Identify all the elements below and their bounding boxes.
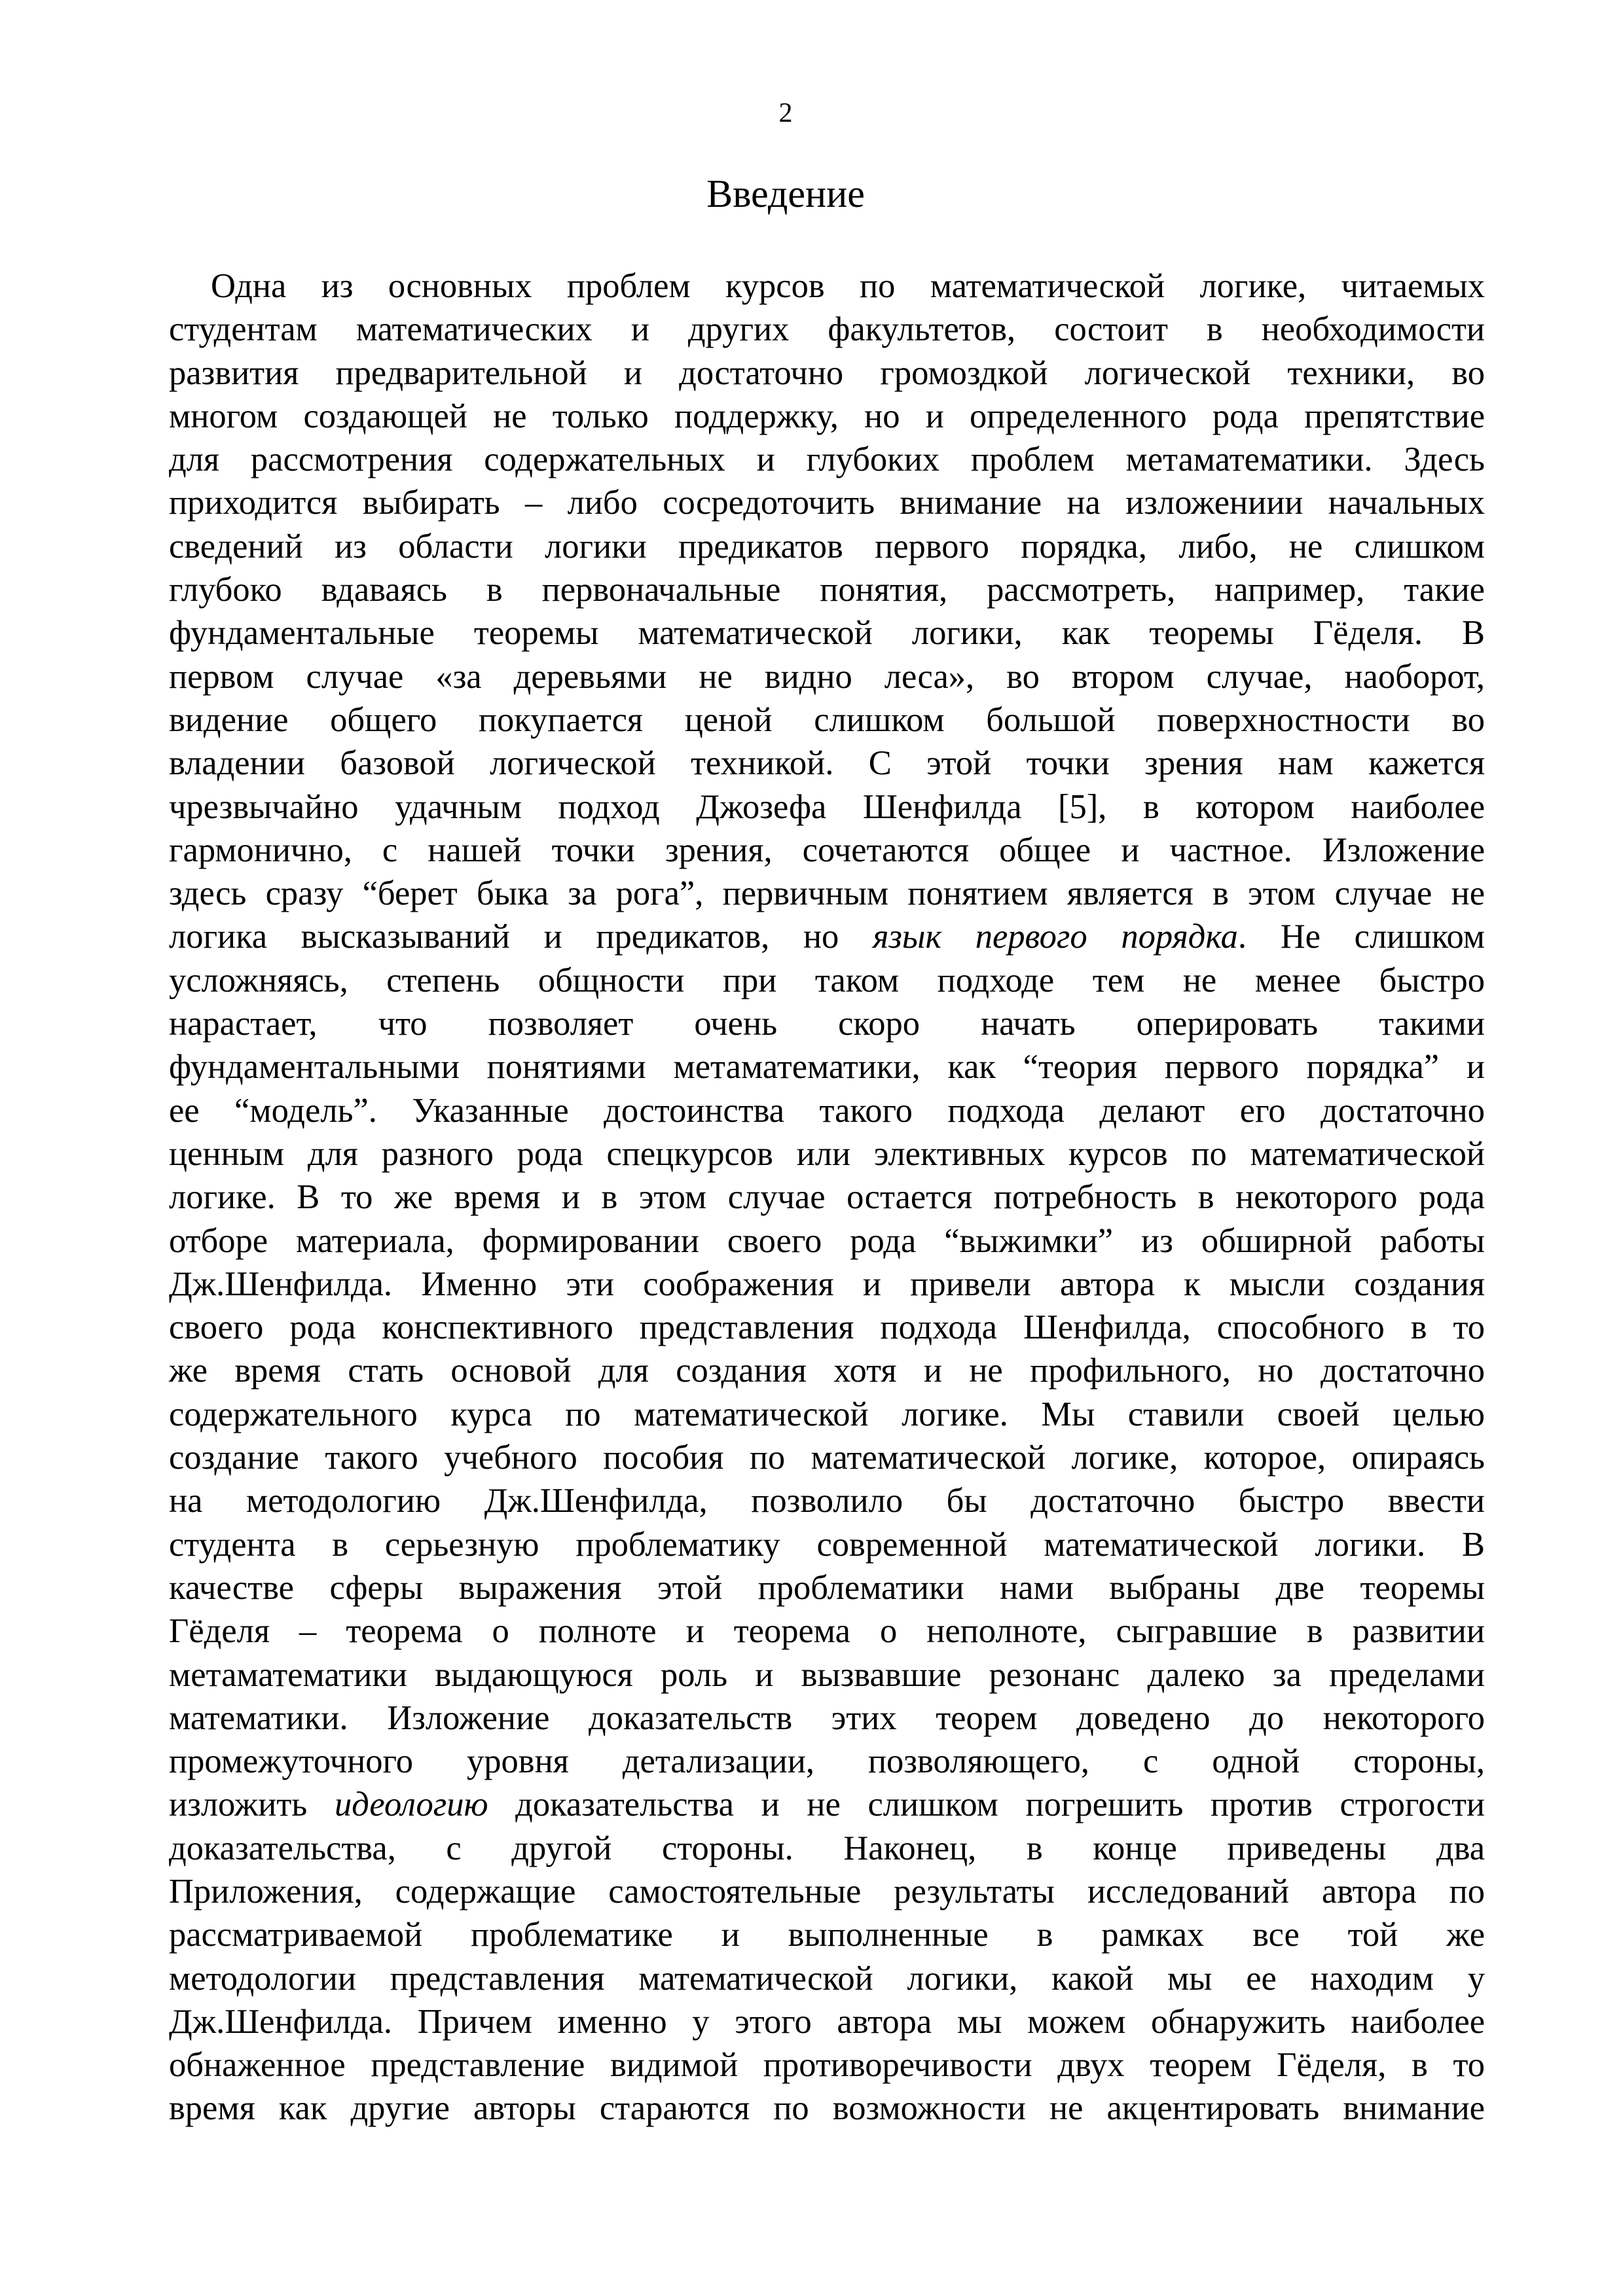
text-line — [169, 1740, 1485, 1783]
text-segment: сведений из области логики предикатов первого порядка, либо, не слишком — [169, 527, 1485, 565]
italic-term: идеологию — [334, 1785, 488, 1824]
text-segment: студента в серьезную проблематику современной математической логики. В — [169, 1525, 1485, 1564]
text-segment: качестве сферы выражения этой проблематики нами выбраны две теоремы — [169, 1568, 1485, 1607]
text-line — [169, 698, 1485, 742]
text-segment: время как другие авторы стараются по возможности не акцентировать внимание — [169, 2089, 1485, 2128]
text-segment: усложняясь, степень общности при таком подходе тем не менее быстро — [169, 961, 1485, 999]
text-line — [169, 1566, 1485, 1609]
text-line — [169, 2000, 1485, 2043]
text-segment: обнаженное представление видимой противоречивости двух теорем Гёделя, в то — [169, 2046, 1485, 2085]
text-segment: создание такого учебного пособия по математической логике, которое, опираясь — [169, 1439, 1485, 1477]
text-segment: первом случае «за деревьями не видно леса», во втором случае, наоборот, — [169, 657, 1485, 696]
text-line — [169, 742, 1485, 785]
text-segment: Дж.Шенфилда. Причем именно у этого автора мы можем обнаружить наиболее — [169, 2002, 1485, 2041]
text-line — [169, 829, 1485, 872]
text-segment: доказательства и не слишком погрешить против строгости — [488, 1785, 1485, 1824]
text-line — [169, 1827, 1485, 1870]
text-line — [169, 264, 1485, 308]
text-line — [169, 481, 1485, 524]
text-segment: фундаментальными понятиями метаматематики, как “теория первого порядка” и — [169, 1048, 1485, 1086]
text-line — [169, 1870, 1485, 1913]
text-line — [169, 915, 1485, 958]
text-line — [169, 1306, 1485, 1349]
text-line — [169, 1653, 1485, 1696]
text-segment: методологии представления математической логики, какой мы ее находим у — [169, 1959, 1485, 1998]
text-segment: логике. В то же время и в этом случае остается потребность в некоторого рода — [169, 1178, 1485, 1217]
text-line — [169, 1696, 1485, 1740]
text-line — [169, 1132, 1485, 1175]
text-segment: владении базовой логической техникой. С этой точки зрения нам кажется — [169, 744, 1485, 783]
text-line — [169, 2087, 1485, 2130]
text-line — [169, 1002, 1485, 1045]
text-line — [169, 568, 1485, 611]
text-segment: изложить — [169, 1785, 335, 1824]
text-line — [169, 611, 1485, 655]
text-line — [169, 1175, 1485, 1219]
text-segment: содержательного курса по математической логике. Мы ставили своей целью — [169, 1395, 1485, 1433]
text-line — [169, 1479, 1485, 1522]
text-segment: Приложения, содержащие самостоятельные результаты исследований автора по — [169, 1872, 1485, 1910]
text-segment: развития предварительной и достаточно громоздкой логической техники, во — [169, 353, 1485, 392]
text-line — [169, 1045, 1485, 1088]
text-line — [169, 1219, 1485, 1263]
text-line — [169, 438, 1485, 481]
text-line — [169, 308, 1485, 351]
text-line — [169, 1436, 1485, 1479]
text-segment: рассматриваемой проблематике и выполненные в рамках все той же — [169, 1916, 1485, 1954]
text-line — [169, 395, 1485, 438]
text-line — [169, 351, 1485, 395]
text-segment: приходится выбирать – либо сосредоточить внимание на изложениии начальных — [169, 484, 1485, 522]
text-segment: фундаментальные теоремы математической логики, как теоремы Гёделя. В — [169, 614, 1485, 653]
text-line — [169, 1393, 1485, 1436]
text-segment: своего рода конспективного представления подхода Шенфилда, способного в то — [169, 1308, 1485, 1347]
text-line — [169, 785, 1485, 829]
text-segment: метаматематики выдающуюся роль и вызвавшие резонанс далеко за пределами — [169, 1655, 1485, 1694]
text-segment: промежуточного уровня детализации, позволяющего, с одной стороны, — [169, 1742, 1485, 1781]
text-line — [169, 655, 1485, 698]
text-line — [169, 1913, 1485, 1956]
text-segment: математики. Изложение доказательств этих теорем доведено до некоторого — [169, 1698, 1485, 1737]
text-segment: гармонично, с нашей точки зрения, сочетаются общее и частное. Изложение — [169, 831, 1485, 869]
text-segment: нарастает, что позволяет очень скоро начать оперировать такими — [169, 1005, 1485, 1043]
text-line — [169, 1609, 1485, 1653]
text-line — [169, 1263, 1485, 1306]
text-line — [169, 1349, 1485, 1392]
text-line — [169, 525, 1485, 568]
text-segment: Дж.Шенфилда. Именно эти соображения и привели автора к мысли создания — [169, 1265, 1485, 1303]
text-segment: доказательства, с другой стороны. Наконец, в конце приведены два — [169, 1829, 1485, 1867]
text-line — [169, 872, 1485, 915]
body-paragraph — [169, 264, 1485, 2130]
text-line — [169, 2043, 1485, 2087]
text-segment: ее “модель”. Указанные достоинства такого подхода делают его достаточно — [169, 1091, 1485, 1130]
text-segment: же время стать основой для создания хотя и не профильного, но достаточно — [169, 1352, 1485, 1390]
page-number: 2 — [778, 98, 793, 128]
text-segment: многом создающей не только поддержку, но и определенного рода препятствие — [169, 397, 1485, 435]
text-segment: для рассмотрения содержательных и глубоких проблем метаматематики. Здесь — [169, 440, 1485, 479]
text-segment: здесь сразу “берет быка за рога”, первичным понятием является в этом случае не — [169, 874, 1485, 913]
text-segment: студентам математических и других факультетов, состоит в необходимости — [169, 310, 1485, 349]
text-line — [169, 1089, 1485, 1132]
text-line — [169, 959, 1485, 1002]
text-segment: отборе материала, формировании своего рода “выжимки” из обширной работы — [169, 1221, 1485, 1260]
text-line — [169, 1783, 1485, 1826]
text-segment: ценным для разного рода спецкурсов или элективных курсов по математической — [169, 1134, 1485, 1173]
text-segment: видение общего покупается ценой слишком большой поверхностности во — [169, 700, 1485, 739]
page-title: Введение — [706, 172, 865, 215]
text-segment: глубоко вдаваясь в первоначальные понятия, рассмотреть, например, такие — [169, 571, 1485, 609]
text-segment: логика высказываний и предикатов, но — [169, 918, 873, 956]
text-segment: Гёделя – теорема о полноте и теорема о неполноте, сыгравшие в развитии — [169, 1612, 1485, 1651]
text-segment: на методологию Дж.Шенфилда, позволило бы достаточно быстро ввести — [169, 1482, 1485, 1520]
text-segment: Одна из основных проблем курсов по математической логике, читаемых — [211, 267, 1485, 305]
text-segment: . Не слишком — [1237, 918, 1485, 956]
text-line — [169, 1523, 1485, 1566]
text-segment: чрезвычайно удачным подход Джозефа Шенфилда [5], в котором наиболее — [169, 787, 1485, 826]
italic-term: язык первого порядка — [873, 918, 1238, 956]
text-line — [169, 1957, 1485, 2000]
